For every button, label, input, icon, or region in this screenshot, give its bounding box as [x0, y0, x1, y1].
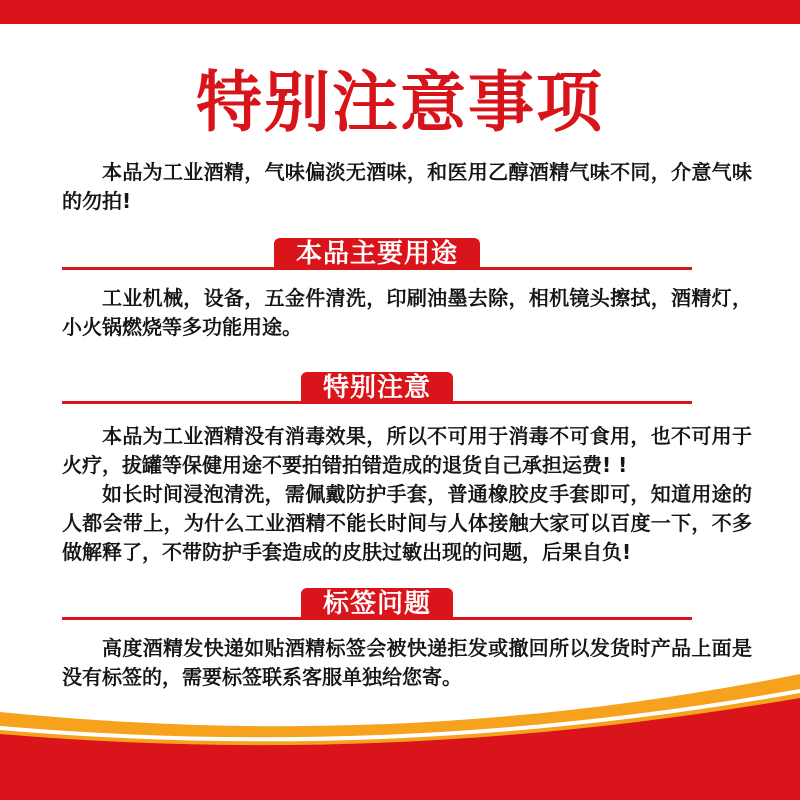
page-title: 特别注意事项: [196, 64, 604, 141]
notice-paragraph: [62, 422, 752, 567]
notice-text-1: 本品为工业酒精没有消毒效果，所以不可用于消毒不可食用，也不可用于火疗，拔罐等保健用途不要拍错拍错造成的退货自己承担运费! !: [62, 424, 752, 477]
label-text: 高度酒精发快递如贴酒精标签会被快递拒发或撤回所以发货时产品上面是没有标签的，需要标签联系客服单独给您寄。: [62, 636, 752, 689]
section-heading-notice: [62, 372, 692, 406]
section-heading-usage: [62, 238, 692, 272]
intro-text: 本品为工业酒精，气味偏淡无酒味，和医用乙醇酒精气味不同，介意气味的勿拍!: [62, 160, 752, 213]
section-heading-label: [62, 588, 692, 622]
notice-text-2: 如长时间浸泡清洗，需佩戴防护手套，普通橡胶皮手套即可，知道用途的人都会带上，为什么工业酒精不能长时间与人体接触大家可以百度一下，不多做解释了，不带防护手套造成的皮肤过敏出现的问题，后果自负!: [62, 482, 752, 564]
top-red-bar: [0, 0, 800, 24]
usage-text: 工业机械，设备，五金件清洗，印刷油墨去除，相机镜头擦拭，酒精灯，小火锅燃烧等多功能用途。: [62, 286, 752, 339]
intro-paragraph: [62, 158, 752, 216]
section-heading-usage-label: 本品主要用途: [274, 238, 480, 270]
footer-wave-decoration: [0, 660, 800, 800]
section-heading-label-label: 标签问题: [301, 588, 453, 620]
section-heading-notice-label: 特别注意: [301, 372, 453, 404]
usage-paragraph: [62, 284, 752, 342]
